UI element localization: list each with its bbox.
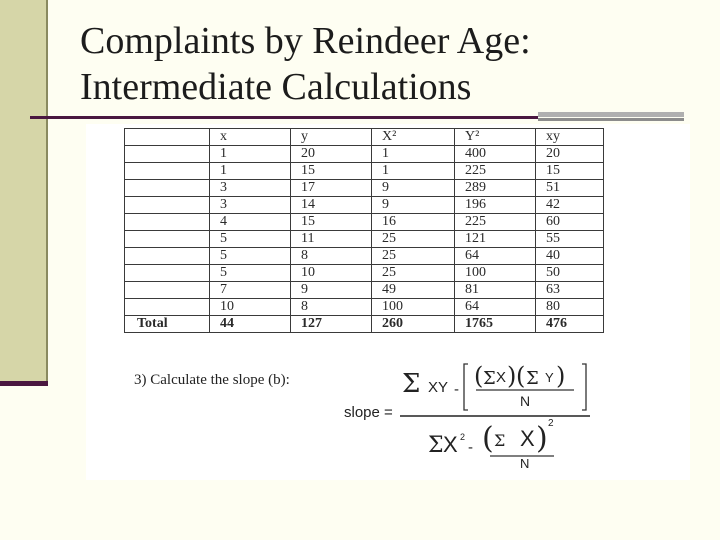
- table-cell: 20: [536, 146, 604, 163]
- left-bracket: [464, 364, 468, 410]
- sigma-x2: Σ: [428, 433, 444, 458]
- formula-n-top: N: [520, 393, 531, 409]
- table-cell: [125, 231, 210, 248]
- table-cell: 25: [372, 248, 455, 265]
- table-cell: [125, 197, 210, 214]
- formula-sum-xy: XY: [428, 379, 449, 396]
- table-header-cell: xy: [536, 129, 604, 146]
- table-cell: 16: [372, 214, 455, 231]
- table-cell: [125, 282, 210, 299]
- table-cell: 55: [536, 231, 604, 248]
- table-row: [125, 197, 604, 214]
- table-row: [125, 163, 604, 180]
- formula-minus-top: -: [454, 381, 459, 398]
- sigma-symbol: Σ: [402, 369, 421, 399]
- table-cell: [125, 214, 210, 231]
- table-cell: 64: [455, 299, 536, 316]
- table-cell: 10: [291, 265, 372, 282]
- total-cell: 1765: [455, 316, 536, 333]
- table-row: [125, 146, 604, 163]
- total-label: Total: [125, 316, 210, 333]
- total-cell: 260: [372, 316, 455, 333]
- table-cell: 11: [291, 231, 372, 248]
- table-cell: 5: [210, 265, 291, 282]
- table-cell: [125, 163, 210, 180]
- table-cell: 20: [291, 146, 372, 163]
- table-total-row: [125, 316, 604, 333]
- paren-open-1: (: [474, 362, 484, 390]
- table-cell: 100: [372, 299, 455, 316]
- table-header-cell: [125, 129, 210, 146]
- formula-sum-x-sq: X: [520, 426, 535, 451]
- table-cell: 60: [536, 214, 604, 231]
- table-cell: 17: [291, 180, 372, 197]
- table-cell: 51: [536, 180, 604, 197]
- paren-close-1: ): [507, 362, 517, 390]
- table-row: [125, 214, 604, 231]
- table-cell: 100: [455, 265, 536, 282]
- table-row: [125, 248, 604, 265]
- paren-open-2: (: [516, 362, 526, 390]
- formula-sum-x2: X: [443, 432, 458, 457]
- title-underline-accent: [538, 112, 684, 117]
- table-cell: 42: [536, 197, 604, 214]
- table-row: [125, 299, 604, 316]
- formula-n-bottom: N: [520, 456, 530, 470]
- table-cell: 1: [210, 163, 291, 180]
- paren-close-2: ): [556, 362, 566, 390]
- table-cell: 289: [455, 180, 536, 197]
- step-instruction: 3) Calculate the slope (b):: [134, 372, 290, 388]
- sigma-x3: Σ: [494, 431, 506, 450]
- table-header-cell: x: [210, 129, 291, 146]
- table-cell: [125, 299, 210, 316]
- table-cell: 50: [536, 265, 604, 282]
- total-cell: 476: [536, 316, 604, 333]
- table-cell: 1: [372, 163, 455, 180]
- table-cell: 121: [455, 231, 536, 248]
- table-cell: 9: [372, 197, 455, 214]
- table-cell: 5: [210, 248, 291, 265]
- formula-square-exponent: 2: [548, 418, 554, 429]
- table-cell: 225: [455, 214, 536, 231]
- table-cell: 5: [210, 231, 291, 248]
- table-cell: 225: [455, 163, 536, 180]
- table-cell: 8: [291, 248, 372, 265]
- table-header-row: [125, 129, 604, 146]
- slide-title-line-2: Intermediate Calculations: [80, 66, 472, 108]
- table-cell: 10: [210, 299, 291, 316]
- formula-minus-bottom: -: [468, 439, 473, 456]
- left-accent-line: [46, 0, 48, 384]
- table-cell: 40: [536, 248, 604, 265]
- table-cell: 7: [210, 282, 291, 299]
- table-cell: [125, 180, 210, 197]
- sigma-y: Σ: [526, 368, 539, 389]
- table-row: [125, 180, 604, 197]
- slope-formula: [340, 360, 640, 470]
- title-underline-accent-shadow: [538, 118, 684, 121]
- table-header-cell: y: [291, 129, 372, 146]
- table-cell: 80: [536, 299, 604, 316]
- slide-title: [80, 18, 700, 110]
- left-accent-bar: [0, 0, 46, 384]
- title-underline: [30, 116, 538, 119]
- table-cell: [125, 265, 210, 282]
- table-cell: 1: [210, 146, 291, 163]
- formula-x2-exponent: 2: [460, 432, 466, 442]
- slide-title-line-1: Complaints by Reindeer Age:: [80, 20, 531, 62]
- table-row: [125, 231, 604, 248]
- table-cell: [125, 248, 210, 265]
- table-cell: 15: [291, 214, 372, 231]
- slope-label: slope =: [344, 404, 393, 421]
- table-cell: 9: [291, 282, 372, 299]
- table-cell: 15: [291, 163, 372, 180]
- formula-sum-y: Y: [545, 370, 554, 385]
- table-cell: 25: [372, 265, 455, 282]
- table-cell: 49: [372, 282, 455, 299]
- table-cell: 25: [372, 231, 455, 248]
- paren-open-3: (: [482, 421, 494, 456]
- left-accent-base: [0, 381, 48, 386]
- table-cell: 15: [536, 163, 604, 180]
- table-cell: 8: [291, 299, 372, 316]
- total-cell: 127: [291, 316, 372, 333]
- calculations-table: [124, 128, 604, 333]
- paren-close-3: ): [536, 421, 548, 456]
- sigma-x: Σ: [483, 368, 496, 389]
- table-row: [125, 265, 604, 282]
- table-cell: 63: [536, 282, 604, 299]
- right-bracket: [582, 364, 586, 410]
- table-cell: 3: [210, 197, 291, 214]
- table-cell: 64: [455, 248, 536, 265]
- table-header-cell: X²: [372, 129, 455, 146]
- table-cell: 196: [455, 197, 536, 214]
- table-header-cell: Y²: [455, 129, 536, 146]
- formula-sum-x: X: [496, 369, 507, 386]
- table-cell: 1: [372, 146, 455, 163]
- table-row: [125, 282, 604, 299]
- table-cell: 81: [455, 282, 536, 299]
- table-cell: [125, 146, 210, 163]
- table-cell: 9: [372, 180, 455, 197]
- table-cell: 4: [210, 214, 291, 231]
- table-cell: 3: [210, 180, 291, 197]
- table-cell: 14: [291, 197, 372, 214]
- table-cell: 400: [455, 146, 536, 163]
- total-cell: 44: [210, 316, 291, 333]
